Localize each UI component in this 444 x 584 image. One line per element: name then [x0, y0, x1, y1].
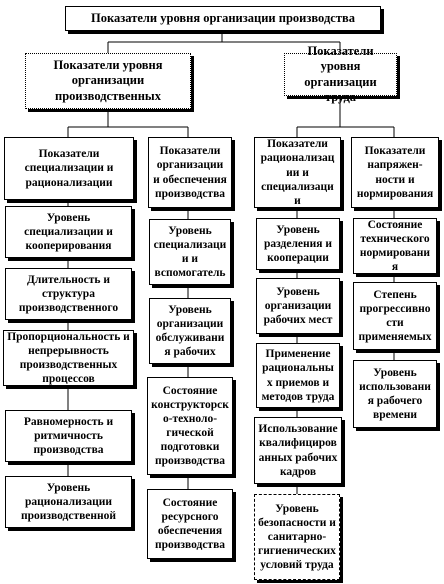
col1-item-5: Уровень рационализации производственной	[5, 476, 132, 528]
col3-item-1: Уровень разделения и кооперации	[256, 218, 340, 270]
level1-labor-node: Показатели уровня организации труда	[284, 53, 397, 96]
col3-item-4: Использование квалифицированных рабочих кадров	[254, 417, 342, 484]
col1-item-4: Равномерность и ритмичность производства	[5, 410, 132, 462]
col1-item-1: Уровень специализации и кооперирования	[5, 206, 132, 258]
col3-header-node: Показатели рационализации и специализации	[254, 137, 341, 208]
col3-item-3: Применение рациональных приемов и методов труда	[256, 343, 340, 408]
col1-item-2: Длительность и структура производственного	[5, 268, 132, 320]
col1-header-node: Показатели специализации и рационализации	[4, 137, 134, 200]
col4-header-node: Показатели напряжен-ности и нормирования	[351, 137, 439, 208]
col4-item-1: Состояние технического нормирования	[353, 218, 437, 274]
col4-item-2: Степень прогрессивности применяемых	[353, 282, 437, 350]
col2-item-2: Уровень организации обслуживания рабочих	[149, 298, 231, 364]
col2-item-3: Состояние конструкторско-техноло-гической подготовки производства	[147, 377, 233, 475]
col4-item-3: Уровень использования рабочего времени	[353, 360, 437, 428]
col3-item-2: Уровень организации рабочих мест	[256, 278, 340, 334]
col2-item-1: Уровень специализации и вспомогатель	[149, 219, 231, 285]
col2-item-4: Состояние ресурсного обеспечения производства	[147, 489, 233, 559]
root-node: Показатели уровня организации производства	[65, 6, 381, 31]
col1-item-3: Пропорциональность и непрерывность производственных процессов	[3, 330, 134, 386]
col2-header-node: Показатели организации и обеспечения производства	[148, 137, 232, 208]
col3-item-5: Уровень безопасности и санитарно-гигиенических условий труда	[254, 494, 340, 580]
level1-production-node: Показатели уровня организации производственных	[25, 53, 191, 109]
